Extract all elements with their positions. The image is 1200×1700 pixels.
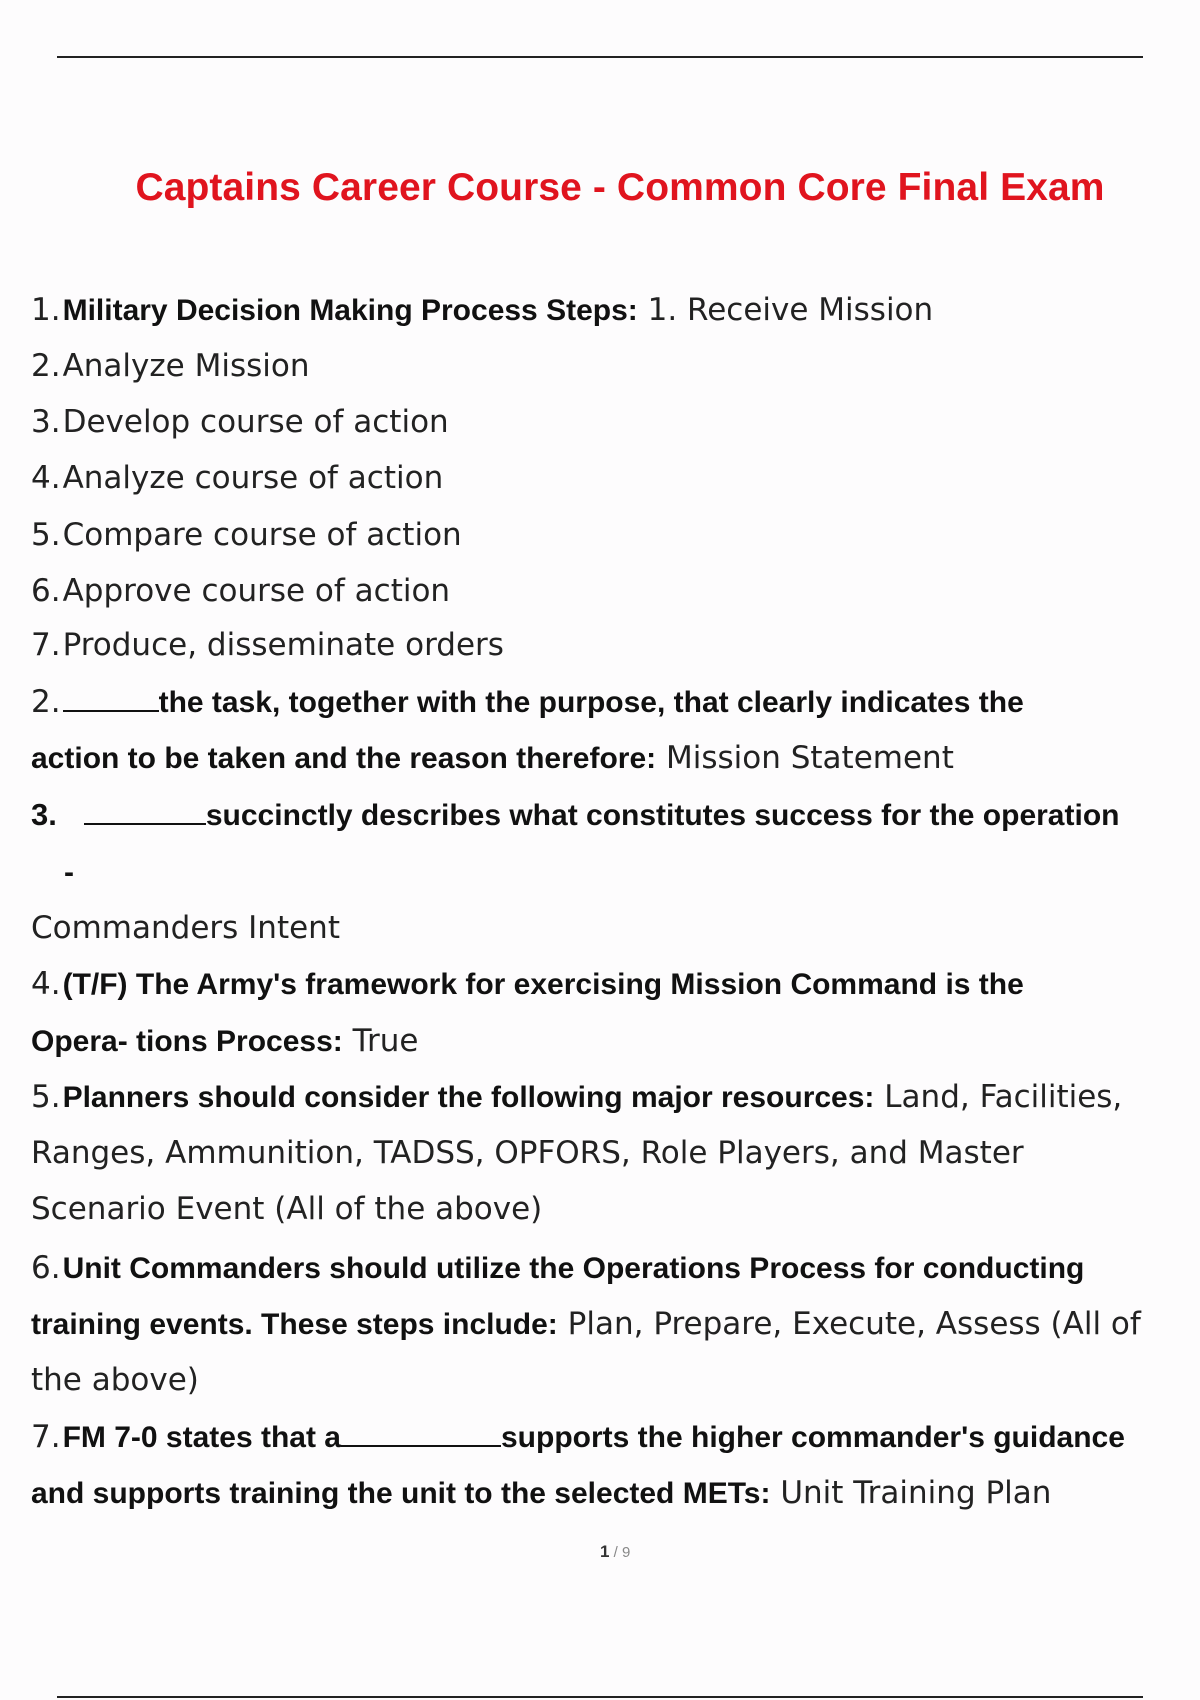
answer-text: True bbox=[352, 1023, 419, 1059]
current-page: 1 bbox=[600, 1542, 610, 1561]
question-text: Planners should consider the following major resources: bbox=[62, 1081, 875, 1114]
question-text: Unit Commanders should utilize the Operations Process for conducting bbox=[62, 1252, 1085, 1285]
answer-text: Unit Training Plan bbox=[780, 1475, 1052, 1511]
question-text: FM 7-0 states that a bbox=[62, 1421, 341, 1454]
question-text: (T/F) The Army's framework for exercising Mission Command is the bbox=[62, 968, 1024, 1001]
step-text: Produce, disseminate orders bbox=[62, 627, 504, 663]
answer-text: Plan, Prepare, Execute, Assess (All of bbox=[567, 1306, 1141, 1342]
question-3-dash bbox=[64, 854, 74, 890]
answer-text: Mission Statement bbox=[665, 740, 954, 776]
question-6-continued bbox=[31, 1362, 199, 1398]
step-number: 2. bbox=[31, 348, 61, 384]
question-number: 7. bbox=[31, 1419, 61, 1455]
bottom-rule bbox=[57, 1696, 1143, 1698]
dash-text: - bbox=[64, 856, 74, 889]
question-3-answer bbox=[31, 910, 340, 946]
question-6 bbox=[31, 1250, 1084, 1286]
list-item bbox=[31, 517, 462, 553]
answer-text: the above) bbox=[31, 1362, 199, 1398]
question-text: Opera- tions Process: bbox=[31, 1025, 343, 1058]
answer-text: Ranges, Ammunition, TADSS, OPFORS, Role Players, and Master bbox=[31, 1135, 1024, 1171]
step-number: 6. bbox=[31, 573, 61, 609]
step-number: 5. bbox=[31, 517, 61, 553]
list-item bbox=[31, 348, 309, 384]
question-7-continued bbox=[31, 1475, 1051, 1511]
question-text: Military Decision Making Process Steps: bbox=[62, 294, 638, 327]
question-number: 3. bbox=[31, 797, 57, 832]
question-text: supports the higher commander's guidance bbox=[501, 1421, 1125, 1454]
answer-text: Scenario Event (All of the above) bbox=[31, 1191, 543, 1227]
question-number: 1. bbox=[31, 292, 61, 328]
question-5-continued bbox=[31, 1191, 542, 1227]
question-number: 2. bbox=[31, 684, 61, 720]
question-text: and supports training the unit to the selected METs: bbox=[31, 1477, 771, 1510]
question-2 bbox=[31, 684, 1024, 720]
total-pages: 9 bbox=[621, 1544, 631, 1561]
answer-text: 1. Receive Mission bbox=[647, 292, 934, 328]
list-item bbox=[31, 627, 504, 663]
question-6-continued bbox=[31, 1306, 1141, 1342]
question-number: 4. bbox=[31, 966, 61, 1002]
answer-text: Land, Facilities, bbox=[884, 1079, 1123, 1115]
question-text: the task, together with the purpose, that clearly indicates the bbox=[158, 686, 1024, 719]
question-4-continued bbox=[31, 1023, 418, 1059]
question-number: 5. bbox=[31, 1079, 61, 1115]
step-text: Approve course of action bbox=[62, 573, 451, 609]
answer-blank bbox=[63, 709, 159, 712]
question-text: training events. These steps include: bbox=[31, 1308, 558, 1341]
page-number bbox=[600, 1542, 630, 1562]
step-text: Analyze course of action bbox=[62, 460, 444, 496]
question-text: succinctly describes what constitutes success for the operation bbox=[205, 799, 1120, 832]
step-number: 7. bbox=[31, 627, 61, 663]
step-number: 4. bbox=[31, 460, 61, 496]
step-text: Develop course of action bbox=[62, 404, 449, 440]
answer-text: Commanders Intent bbox=[31, 910, 340, 946]
answer-blank bbox=[84, 822, 206, 825]
step-text: Compare course of action bbox=[62, 517, 462, 553]
top-rule bbox=[57, 56, 1143, 58]
step-text: Analyze Mission bbox=[62, 348, 310, 384]
question-7 bbox=[31, 1419, 1125, 1455]
question-number: 6. bbox=[31, 1250, 61, 1286]
list-item bbox=[31, 404, 449, 440]
question-1 bbox=[31, 292, 933, 328]
question-text: action to be taken and the reason therefore: bbox=[31, 742, 657, 775]
list-item bbox=[31, 460, 443, 496]
document-title: Captains Career Course - Common Core Final Exam bbox=[135, 166, 1105, 209]
question-5-continued bbox=[31, 1135, 1024, 1171]
question-5 bbox=[31, 1079, 1122, 1115]
step-number: 3. bbox=[31, 404, 61, 440]
answer-blank bbox=[341, 1444, 501, 1447]
question-2-continued bbox=[31, 740, 954, 776]
page-separator: / bbox=[609, 1544, 622, 1561]
question-3 bbox=[31, 797, 1119, 833]
question-4 bbox=[31, 966, 1024, 1002]
list-item bbox=[31, 573, 450, 609]
